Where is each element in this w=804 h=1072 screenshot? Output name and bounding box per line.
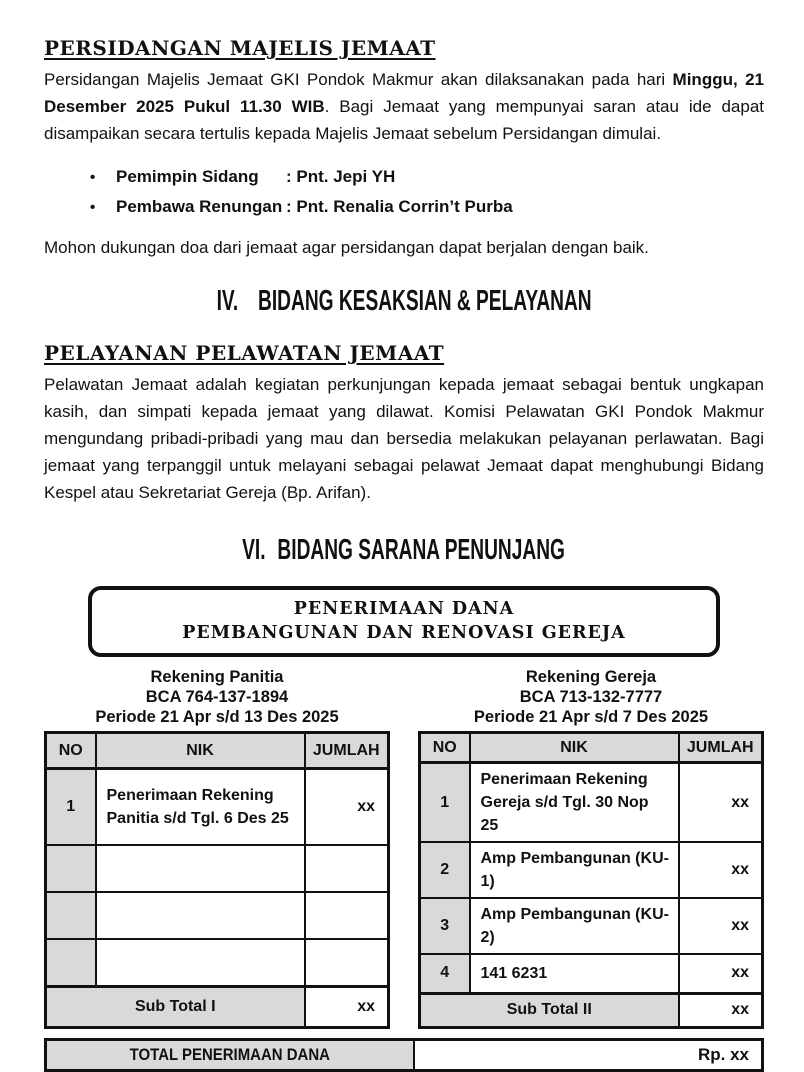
list-item xyxy=(90,162,764,192)
section-number: VI. xyxy=(242,534,267,566)
bullet-icon: • xyxy=(90,169,96,186)
total-row xyxy=(44,1038,764,1072)
col-header-no: NO xyxy=(420,733,470,763)
table-header-row xyxy=(420,733,763,763)
subtotal-label: Sub Total I xyxy=(46,986,305,1027)
account-name: Rekening Panitia xyxy=(150,668,284,686)
account-gereja xyxy=(418,667,764,727)
account-period: Periode 21 Apr s/d 13 Des 2025 xyxy=(95,708,339,726)
persidangan-date-bold: Minggu, 21 Desember 2025 Pukul 11.30 WIB xyxy=(44,70,764,116)
table-row-empty xyxy=(46,892,389,939)
table-row xyxy=(46,769,389,846)
cell-nik: Amp Pembangunan (KU-1) xyxy=(470,842,679,898)
table-header-row xyxy=(46,733,389,769)
table-row xyxy=(420,954,763,993)
bullet-label: Pemimpin Sidang xyxy=(116,167,259,186)
account-name: Rekening Gereja xyxy=(525,668,657,686)
donation-box-line1: PENERIMAAN DANA xyxy=(293,599,515,619)
donation-box xyxy=(88,586,720,657)
table-panitia xyxy=(44,731,390,1029)
section-heading-iv xyxy=(44,285,764,317)
cell-jumlah: xx xyxy=(679,954,763,993)
donation-box-line2: PEMBANGUNAN DAN RENOVASI GEREJA xyxy=(182,623,626,643)
cell-jumlah xyxy=(305,892,389,939)
table-row-empty xyxy=(46,845,389,892)
persidangan-paragraph xyxy=(44,66,764,147)
cell-no xyxy=(46,939,96,986)
table-gereja xyxy=(418,731,764,1029)
persidangan-text-2: . Bagi Jemaat yang mempunyai saran atau ide dapat disampaikan secara tertulis kepada Majelis Jemaat sebelum Persidangan dimulai. xyxy=(44,97,765,143)
subtotal-row xyxy=(46,986,389,1027)
cell-no: 2 xyxy=(420,842,470,898)
cell-nik xyxy=(96,939,305,986)
account-number: BCA 713-132-7777 xyxy=(519,688,663,706)
list-item xyxy=(90,192,764,222)
cell-jumlah xyxy=(305,845,389,892)
cell-nik xyxy=(96,845,305,892)
bullet-value: : Pnt. Renalia Corrin’t Purba xyxy=(286,197,513,216)
persidangan-text-1: Persidangan Majelis Jemaat GKI Pondok Makmur akan dilaksanakan pada hari xyxy=(44,70,673,89)
pelawatan-title: PELAYANAN PELAWATAN JEMAAT xyxy=(44,341,445,365)
cell-nik xyxy=(96,892,305,939)
subtotal-value: xx xyxy=(679,993,763,1027)
col-header-jumlah: JUMLAH xyxy=(679,733,763,763)
cell-nik: Penerimaan Rekening Gereja s/d Tgl. 30 Nop 25 xyxy=(470,763,679,843)
persidangan-bullet-list xyxy=(90,162,764,222)
donation-tables xyxy=(44,731,764,1029)
cell-jumlah: xx xyxy=(679,842,763,898)
account-number: BCA 764-137-1894 xyxy=(145,688,289,706)
account-panitia xyxy=(44,667,390,727)
cell-no: 1 xyxy=(420,763,470,843)
subtotal-label: Sub Total II xyxy=(420,993,679,1027)
cell-jumlah: xx xyxy=(305,769,389,846)
cell-no xyxy=(46,892,96,939)
cell-no: 4 xyxy=(420,954,470,993)
persidangan-title: PERSIDANGAN MAJELIS JEMAAT xyxy=(44,36,436,60)
bullet-icon: • xyxy=(90,199,96,216)
subtotal-row xyxy=(420,993,763,1027)
subtotal-value: xx xyxy=(305,986,389,1027)
cell-jumlah: xx xyxy=(679,763,763,843)
col-header-nik: NIK xyxy=(96,733,305,769)
table-row-empty xyxy=(46,939,389,986)
total-value: Rp. xx xyxy=(697,1044,749,1064)
col-header-no: NO xyxy=(46,733,96,769)
cell-nik: 141 6231 xyxy=(470,954,679,993)
pelawatan-paragraph: Pelawatan Jemaat adalah kegiatan perkunjungan kepada jemaat sebagai bentuk ungkapan kasih, dan simpati kepada jemaat yang dilawat. Komisi Pelawatan GKI Pondok Makmur mengundang pribadi-pribadi yang mau dan bersedia melakukan pelayanan perlawatan. Bagi jemaat yang terpanggil untuk melayani sebagai pelawat Jemaat dapat menghubungi Bidang Kespel atau Sekretariat Gereja (Bp. Arifan). xyxy=(44,375,764,502)
col-header-nik: NIK xyxy=(470,733,679,763)
cell-no: 3 xyxy=(420,898,470,954)
accounts-row xyxy=(44,667,764,727)
col-header-jumlah: JUMLAH xyxy=(305,733,389,769)
persidangan-closing: Mohon dukungan doa dari jemaat agar persidangan dapat berjalan dengan baik. xyxy=(44,238,649,257)
cell-jumlah xyxy=(305,939,389,986)
cell-jumlah: xx xyxy=(679,898,763,954)
bullet-value: : Pnt. Jepi YH xyxy=(286,167,396,186)
section-heading-vi xyxy=(44,534,764,566)
cell-nik: Penerimaan Rekening Panitia s/d Tgl. 6 Des 25 xyxy=(96,769,305,846)
table-row xyxy=(420,898,763,954)
table-row xyxy=(420,842,763,898)
section-title: BIDANG SARANA PENUNJANG xyxy=(277,534,566,566)
section-number: IV. xyxy=(216,285,239,317)
table-row xyxy=(420,763,763,843)
cell-no xyxy=(46,845,96,892)
total-label: TOTAL PENERIMAAN DANA xyxy=(47,1041,415,1069)
cell-nik: Amp Pembangunan (KU-2) xyxy=(470,898,679,954)
cell-no: 1 xyxy=(46,769,96,846)
section-title: BIDANG KESAKSIAN & PELAYANAN xyxy=(257,285,592,317)
bullet-label: Pembawa Renungan xyxy=(116,197,283,216)
account-period: Periode 21 Apr s/d 7 Des 2025 xyxy=(473,708,709,726)
